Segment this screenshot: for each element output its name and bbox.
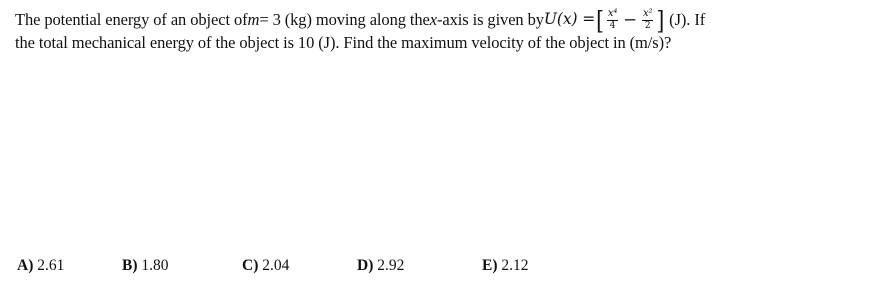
answer-value: 2.92 xyxy=(377,257,405,274)
potential-function: U(x) = xyxy=(543,10,596,28)
axis-text: -axis is given by xyxy=(436,10,544,29)
answer-option-d[interactable] xyxy=(357,257,404,275)
question-text xyxy=(15,4,860,54)
fraction-2-denominator: 2 xyxy=(644,20,651,31)
answer-option-e[interactable] xyxy=(482,257,529,275)
x-variable: x xyxy=(429,10,437,29)
mass-value: = 3 (kg) moving along the xyxy=(259,10,430,29)
question-intro: The potential energy of an object of xyxy=(15,10,248,29)
bracket-close: ] xyxy=(656,4,665,35)
fraction-2-numerator: x² xyxy=(643,7,653,19)
question-line-1-end: (J). If xyxy=(669,10,706,29)
answer-value: 2.61 xyxy=(37,257,65,274)
answer-option-b[interactable] xyxy=(122,257,169,275)
answer-letter: A) xyxy=(17,257,34,274)
answer-option-a[interactable] xyxy=(17,257,64,275)
fraction-1-denominator: 4 xyxy=(609,20,616,31)
minus-sign: − xyxy=(623,10,638,29)
answer-value: 2.04 xyxy=(262,257,290,274)
answer-letter: E) xyxy=(482,257,498,274)
answer-letter: C) xyxy=(242,257,259,274)
answer-option-c[interactable] xyxy=(242,257,289,275)
fraction-1-numerator: x⁴ xyxy=(607,7,618,19)
answer-letter: D) xyxy=(357,257,374,274)
answer-value: 2.12 xyxy=(501,257,529,274)
answer-value: 1.80 xyxy=(141,257,169,274)
answer-choices xyxy=(0,257,875,279)
fraction-1 xyxy=(607,9,618,31)
mass-variable: m xyxy=(247,10,260,29)
question-line-1 xyxy=(15,4,860,35)
question-line-2: the total mechanical energy of the object is 10 (J). Find the maximum velocity of the object in (m/s)? xyxy=(15,33,672,52)
answer-letter: B) xyxy=(122,257,138,274)
fraction-2 xyxy=(642,9,653,31)
bracket-open: [ xyxy=(596,4,604,35)
